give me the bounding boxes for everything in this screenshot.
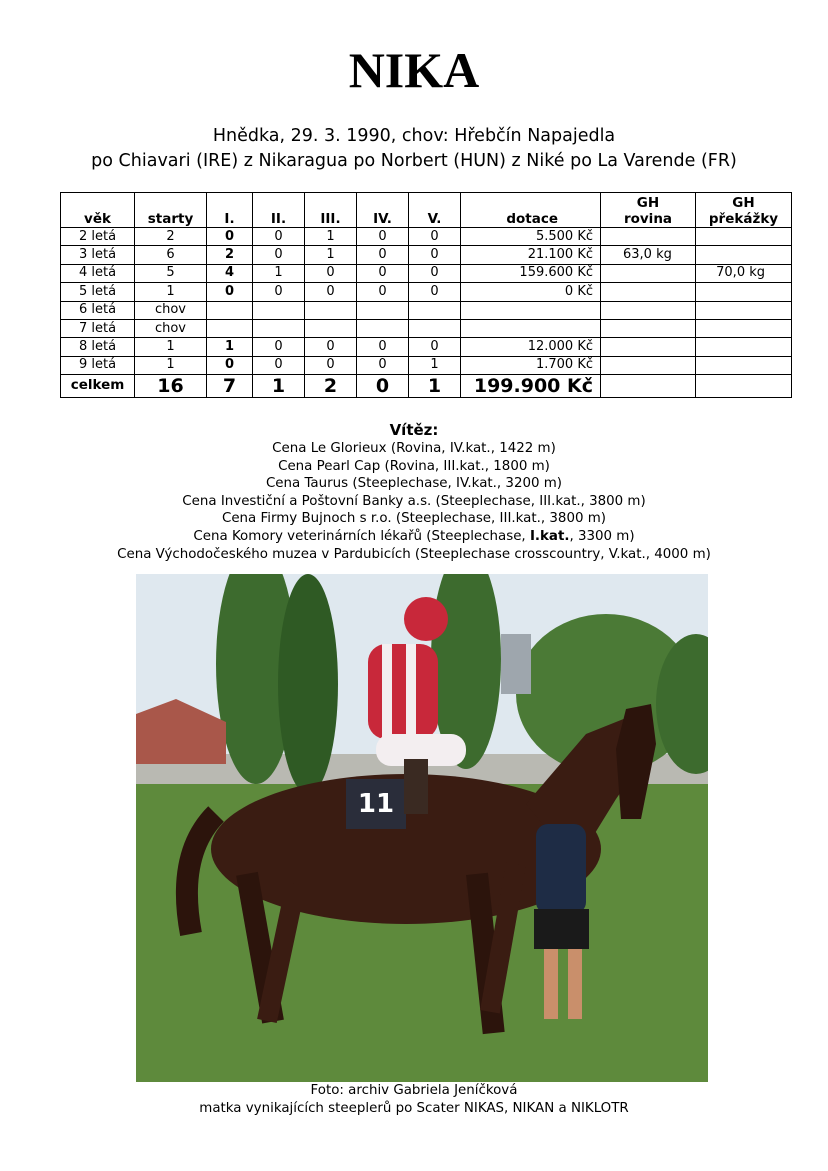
cell-p4: 0 (357, 246, 409, 264)
cell-vek: 4 letá (61, 264, 135, 282)
cell-p1: 0 (207, 228, 253, 246)
cell-p2 (253, 301, 305, 319)
cell-p2: 0 (253, 246, 305, 264)
cell-p1 (207, 319, 253, 337)
cell-p4: 0 (357, 338, 409, 356)
winners-list (0, 440, 828, 563)
winner-item: Cena Firmy Bujnoch s r.o. (Steeplechase, III.kat., 3800 m) (221, 511, 607, 527)
table-total-row (61, 375, 792, 398)
horse-photo (136, 574, 708, 1082)
header-vek: věk (61, 193, 135, 228)
cell-p5: 0 (409, 264, 461, 282)
cell-starty: 5 (135, 264, 207, 282)
cell-dotace: 0 Kč (461, 283, 601, 301)
winner-item: Cena Východočeského muzea v Pardubicích (Steeplechase crosscountry, V.kat., 4000 m) (117, 546, 711, 562)
cell-dotace: 12.000 Kč (461, 338, 601, 356)
table-row (61, 246, 792, 264)
table-row (61, 228, 792, 246)
cell-vek: 6 letá (61, 301, 135, 319)
winner-item: Cena Investiční a Poštovní Banky a.s. (Steeplechase, III.kat., 3800 m) (182, 493, 646, 509)
header-place-3: III. (305, 193, 357, 228)
header-gh-rovina-line2: rovina (623, 211, 673, 227)
header-place-2: II. (253, 193, 305, 228)
cell-starty: 1 (135, 356, 207, 374)
cell-dotace: 1.700 Kč (461, 356, 601, 374)
page-title: NIKA (348, 42, 480, 98)
cell-gh-rovina (601, 375, 696, 398)
cell-gh-rovina (601, 283, 696, 301)
header-gh-prekazky (696, 193, 792, 228)
subtitle-birth-breeder: Hnědka, 29. 3. 1990, chov: Hřebčín Napajedla (212, 126, 616, 146)
cell-p2: 0 (253, 283, 305, 301)
header-gh-prekazky-line1: GH (732, 195, 755, 211)
cell-p3: 0 (305, 264, 357, 282)
cell-gh-prekazky (696, 375, 792, 398)
header-dotace: dotace (461, 193, 601, 228)
cell-p5 (409, 301, 461, 319)
cell-p3: 0 (305, 338, 357, 356)
header-gh-rovina-line1: GH (636, 195, 660, 211)
cell-gh-rovina (601, 301, 696, 319)
table-row (61, 301, 792, 319)
cell-p2: 1 (253, 375, 305, 398)
header-gh-rovina (601, 193, 696, 228)
cell-vek: 5 letá (61, 283, 135, 301)
cell-gh-rovina (601, 264, 696, 282)
cell-p2: 0 (253, 356, 305, 374)
cell-p4: 0 (357, 264, 409, 282)
cell-p5 (409, 319, 461, 337)
cell-p3: 0 (305, 356, 357, 374)
cell-starty: 6 (135, 246, 207, 264)
cell-p3: 0 (305, 283, 357, 301)
cell-p5: 0 (409, 283, 461, 301)
cell-p5: 1 (409, 375, 461, 398)
header-gh-prekazky-line2: překážky (708, 211, 779, 227)
horse-photo-illustration (136, 574, 708, 1082)
winners-title: Vítěz: (389, 421, 439, 439)
cell-p1: 1 (207, 338, 253, 356)
cell-p3 (305, 319, 357, 337)
cell-vek: 9 letá (61, 356, 135, 374)
cell-gh-prekazky (696, 283, 792, 301)
cell-p4: 0 (357, 283, 409, 301)
cell-gh-rovina (601, 338, 696, 356)
cell-starty: 2 (135, 228, 207, 246)
cell-dotace: 5.500 Kč (461, 228, 601, 246)
cell-p3: 2 (305, 375, 357, 398)
offspring-note: matka vynikajících steeplerů po Scater NIKAS, NIKAN a NIKLOTR (199, 1101, 629, 1116)
cell-p1: 0 (207, 283, 253, 301)
table-row (61, 356, 792, 374)
cell-p5: 0 (409, 246, 461, 264)
cell-dotace (461, 319, 601, 337)
results-table (60, 192, 792, 398)
cell-gh-rovina: 63,0 kg (601, 246, 696, 264)
cell-gh-prekazky (696, 338, 792, 356)
cell-vek: 3 letá (61, 246, 135, 264)
cell-gh-rovina (601, 228, 696, 246)
cell-gh-prekazky (696, 356, 792, 374)
cell-p1: 4 (207, 264, 253, 282)
cell-p1: 7 (207, 375, 253, 398)
cell-p3 (305, 301, 357, 319)
table-row (61, 338, 792, 356)
cell-gh-rovina (601, 319, 696, 337)
cell-dotace: 159.600 Kč (461, 264, 601, 282)
saddle-number: 11 (357, 789, 395, 819)
cell-p2: 1 (253, 264, 305, 282)
winner-item (0, 528, 828, 546)
cell-p5: 0 (409, 228, 461, 246)
header-starty: starty (135, 193, 207, 228)
cell-p1: 2 (207, 246, 253, 264)
subtitle-pedigree: po Chiavari (IRE) z Nikaragua po Norbert (HUN) z Niké po La Varende (FR) (91, 151, 737, 171)
table-header-row (61, 193, 792, 228)
cell-starty: 16 (135, 375, 207, 398)
cell-p4 (357, 319, 409, 337)
cell-gh-prekazky (696, 228, 792, 246)
cell-p4: 0 (357, 356, 409, 374)
header-place-4: IV. (357, 193, 409, 228)
cell-p2: 0 (253, 338, 305, 356)
table-row (61, 319, 792, 337)
winner-item-category: I.kat. (529, 528, 570, 544)
cell-vek: 8 letá (61, 338, 135, 356)
cell-p5: 1 (409, 356, 461, 374)
header-place-5: V. (409, 193, 461, 228)
cell-vek: 7 letá (61, 319, 135, 337)
cell-starty: chov (135, 301, 207, 319)
winner-item-text: Cena Komory veterinárních lékařů (Steeplechase, (193, 528, 530, 544)
cell-p2: 0 (253, 228, 305, 246)
cell-p1: 0 (207, 356, 253, 374)
table-row (61, 283, 792, 301)
cell-dotace: 199.900 Kč (461, 375, 601, 398)
cell-p3: 1 (305, 228, 357, 246)
cell-gh-rovina (601, 356, 696, 374)
winner-item: Cena Le Glorieux (Rovina, IV.kat., 1422 m) (272, 441, 556, 456)
winner-item: Cena Pearl Cap (Rovina, III.kat., 1800 m) (278, 458, 550, 474)
cell-p4: 0 (357, 375, 409, 398)
cell-p1 (207, 301, 253, 319)
photo-building (501, 634, 531, 694)
winner-item: Cena Taurus (Steeplechase, IV.kat., 3200 m) (265, 476, 563, 492)
cell-vek: 2 letá (61, 228, 135, 246)
photo-credit: Foto: archiv Gabriela Jeníčková (310, 1083, 518, 1098)
cell-p4 (357, 301, 409, 319)
cell-dotace: 21.100 Kč (461, 246, 601, 264)
cell-starty: 1 (135, 283, 207, 301)
cell-starty: chov (135, 319, 207, 337)
cell-p2 (253, 319, 305, 337)
cell-gh-prekazky (696, 319, 792, 337)
header-place-1: I. (207, 193, 253, 228)
table-row (61, 264, 792, 282)
winner-item-text: , 3300 m) (569, 528, 635, 544)
cell-gh-prekazky (696, 301, 792, 319)
cell-vek: celkem (61, 375, 135, 398)
cell-dotace (461, 301, 601, 319)
cell-gh-prekazky: 70,0 kg (696, 264, 792, 282)
cell-p5: 0 (409, 338, 461, 356)
cell-p4: 0 (357, 228, 409, 246)
cell-starty: 1 (135, 338, 207, 356)
cell-gh-prekazky (696, 246, 792, 264)
cell-p3: 1 (305, 246, 357, 264)
